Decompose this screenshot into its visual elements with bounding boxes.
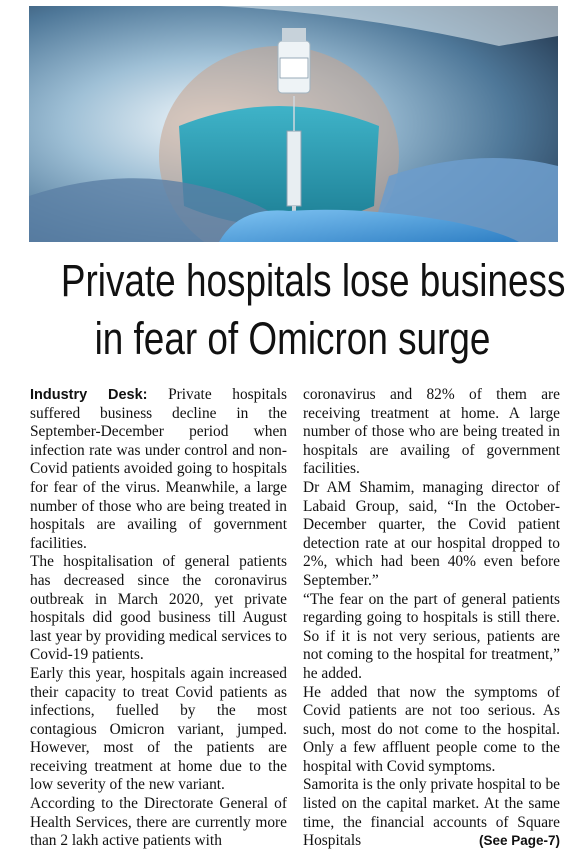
paragraph: “The fear on the part of general patients regarding going to hospitals is still there. So if it is not very serious, patients are not coming to the hospital for treatment,” he added. (303, 590, 560, 682)
headline-line-1: Private hospitals lose business (60, 255, 566, 306)
headline-line-2: in fear of Omicron surge (94, 313, 491, 364)
paragraph: He added that now the symptoms of Covid patients are not too serious. As such, most do not come to the hospital. Only a few affluent people come to the hospital with Covid symptoms. (303, 683, 560, 775)
paragraph: coronavirus and 82% of them are receiving treatment at home. A large number of those who are being treated in hospitals are availing of government facilities. (303, 386, 560, 478)
paragraph: Dr AM Shamim, managing director of Labaid Group, said, “In the October-December quarter, the Covid patient detection rate at our hospital dropped to 2%, which had been 40% even before September.” (303, 478, 560, 589)
paragraph-text: Private hospitals suffered business decline in the September-December period when infection rate was under control and non-Covid patients avoided going to hospitals for fear of the virus. Meanwhile, a large number of those who are being treated in hospitals are availing of government facilities. (30, 386, 287, 552)
paragraph: According to the Directorate General of Health Services, there are currently more than 2 lakh active patients with (30, 795, 287, 850)
article-photo (29, 6, 558, 242)
article-body (30, 386, 560, 850)
paragraph (303, 776, 560, 850)
byline: Industry Desk: (30, 387, 148, 403)
headline (60, 252, 566, 368)
paragraph: The hospitalisation of general patients has decreased since the coronavirus outbreak in March 2020, yet private hospitals did good business till August last year by providing medical services to Covid-19 patients. (30, 553, 287, 664)
paragraph (30, 386, 287, 553)
paragraph: Early this year, hospitals again increased their capacity to treat Covid patients as infections, fuelled by the most contagious Omicron variant, jumped. However, most of the patients are receiving treatment at home due to the low severity of the new variant. (30, 664, 287, 794)
paragraph-text: Samorita is the only private hospital to be listed on the capital market. At the same time, the financial accounts of Square Hospitals (303, 776, 560, 850)
column-left (30, 386, 287, 850)
column-right (303, 386, 560, 850)
continuation-link[interactable]: (See Page-7) (478, 833, 560, 849)
